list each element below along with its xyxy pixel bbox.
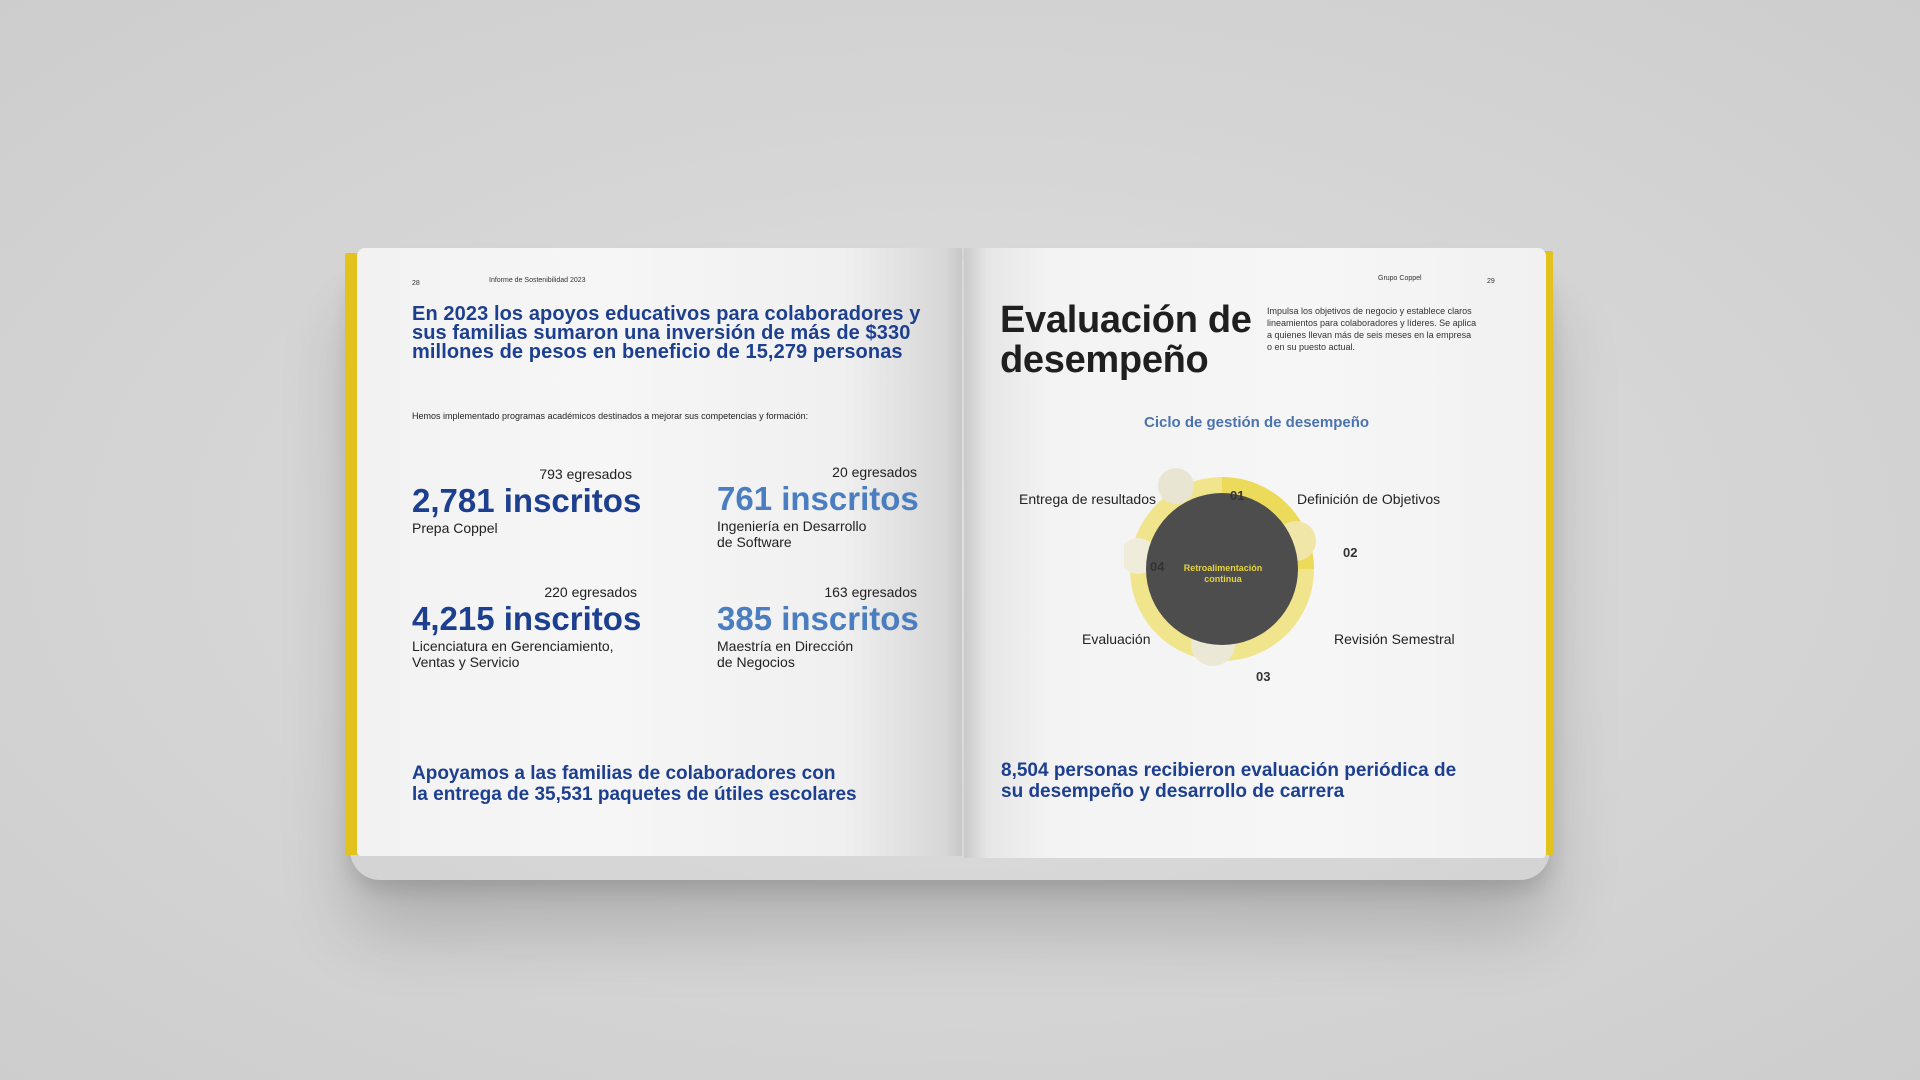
program-name-cont: de Software (717, 534, 792, 550)
bottom-statement-line: Apoyamos a las familias de colaboradores con (412, 763, 836, 784)
cycle-center-label (1148, 563, 1298, 585)
stat-block (412, 466, 652, 536)
right-page (964, 248, 1546, 858)
egresados-count: 163 egresados (824, 584, 917, 600)
inscritos-count: 385 inscritos (717, 600, 919, 637)
section-title-line: Evaluación de (1000, 299, 1252, 341)
right-running-head: Grupo Coppel (1378, 275, 1422, 282)
cycle-step-number: 04 (1150, 559, 1165, 574)
stat-block (412, 584, 662, 670)
left-page (357, 248, 962, 856)
bottom-statement-line: la entrega de 35,531 paquetes de útiles escolares (412, 784, 857, 805)
cycle-step-label: Revisión Semestral (1334, 631, 1455, 647)
program-name-cont: de Negocios (717, 654, 795, 670)
bottom-statement-line: su desempeño y desarrollo de carrera (1001, 781, 1345, 802)
egresados-count: 793 egresados (539, 466, 632, 482)
cycle-step-number: 01 (1230, 488, 1245, 503)
cycle-diagram (1124, 448, 1364, 668)
bottom-statement-line: 8,504 personas recibieron evaluación periódica de (1001, 760, 1457, 781)
program-name: Ingeniería en Desarrollo (717, 518, 867, 534)
cycle-center-line: Retroalimentación (1183, 563, 1263, 573)
egresados-count: 20 egresados (832, 464, 917, 480)
inscritos-count: 761 inscritos (717, 480, 919, 517)
intro-text: Hemos implementado programas académicos destinados a mejorar sus competencias y formación: (412, 411, 809, 421)
bottom-statement (1001, 760, 1531, 802)
headline-line: sus familias sumaron una inversión de más de $330 (412, 322, 911, 344)
cycle-blob-01 (1158, 468, 1194, 504)
description-line: a quienes llevan más de seis meses en la empresa (1267, 330, 1472, 340)
section-title (1000, 300, 1260, 380)
headline-line: millones de pesos en beneficio de 15,279 personas (412, 341, 903, 363)
inscritos-count: 2,781 inscritos (412, 482, 642, 519)
left-page-number: 28 (412, 280, 420, 287)
headline (412, 305, 952, 362)
inscritos-count: 4,215 inscritos (412, 600, 642, 637)
cycle-step-label: Evaluación (1082, 631, 1151, 647)
section-title-line: desempeño (1000, 339, 1209, 381)
cycle-step-number: 03 (1256, 669, 1271, 684)
description-line: Impulsa los objetivos de negocio y establece claros (1267, 306, 1472, 316)
stat-block (717, 464, 947, 550)
right-page-number: 29 (1487, 278, 1495, 285)
description-line: o en su puesto actual. (1267, 342, 1356, 352)
section-description (1267, 305, 1507, 353)
cycle-step-label: Entrega de resultados (1019, 491, 1156, 507)
headline-line: En 2023 los apoyos educativos para colaboradores y (412, 303, 921, 325)
stat-block (717, 584, 957, 670)
cycle-step-label: Definición de Objetivos (1297, 491, 1441, 507)
bottom-statement (412, 763, 952, 805)
left-running-head: Informe de Sostenibilidad 2023 (489, 277, 586, 284)
program-name: Maestría en Dirección (717, 638, 854, 654)
description-line: lineamientos para colaboradores y líderes. Se aplica (1267, 318, 1477, 328)
program-name: Licenciatura en Gerenciamiento, (412, 638, 614, 654)
cycle-center-line: continua (1204, 574, 1242, 584)
program-name: Prepa Coppel (412, 520, 498, 536)
egresados-count: 220 egresados (544, 584, 637, 600)
cycle-step-number: 02 (1343, 545, 1358, 560)
cycle-title: Ciclo de gestión de desempeño (1144, 414, 1370, 431)
program-name-cont: Ventas y Servicio (412, 654, 520, 670)
